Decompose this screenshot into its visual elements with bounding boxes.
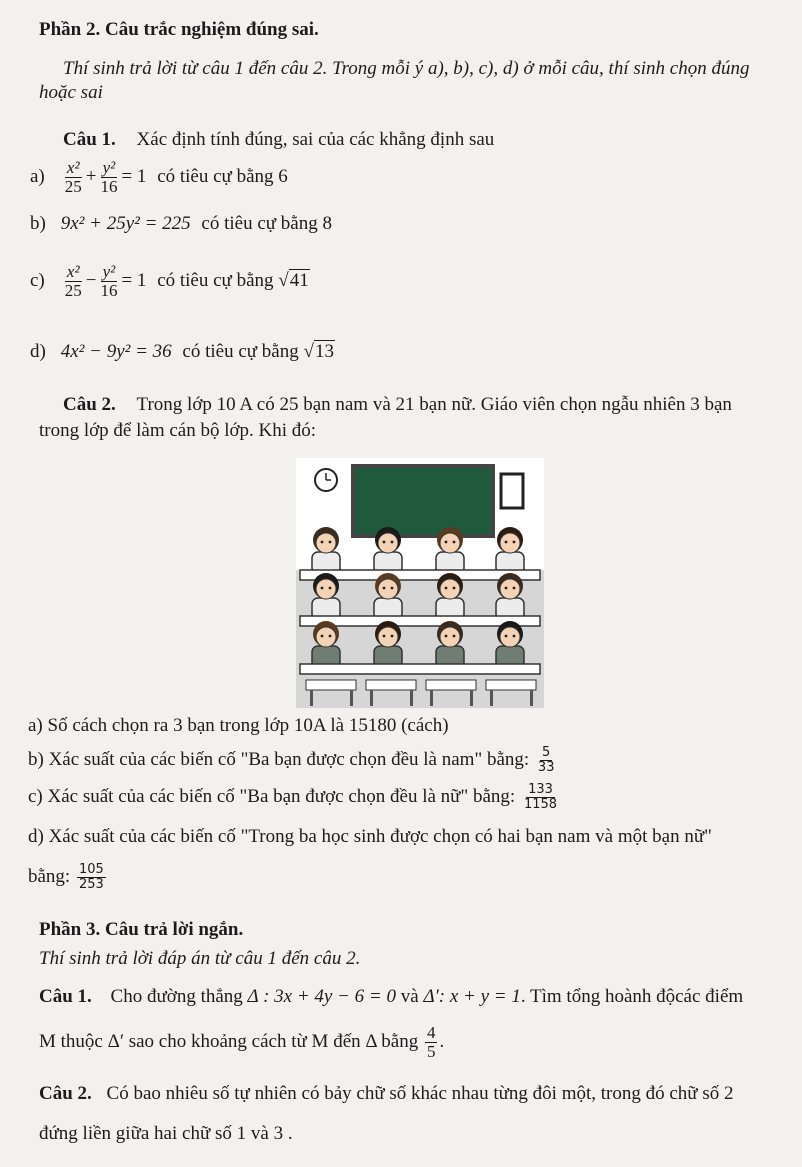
- p3q1-text-cont: . Tìm tổng hoành độcác điểm: [520, 986, 744, 1007]
- desk-leg: [410, 690, 413, 706]
- frac-numerator: y²: [102, 262, 116, 282]
- q2-option-c: [28, 783, 561, 812]
- front-desk: [366, 680, 416, 690]
- frac-numerator: 133: [528, 782, 553, 797]
- frac-numerator: x²: [66, 158, 80, 178]
- option-text: bằng:: [28, 865, 71, 887]
- desk-leg: [370, 690, 373, 706]
- frac-numerator: 105: [78, 862, 104, 877]
- q2-text: Trong lớp 10 A có 25 bạn nam và 21 bạn nữ. Giáo viên chọn ngẫu nhiên 3 bạn: [136, 394, 732, 415]
- conjunction: và: [400, 986, 419, 1007]
- option-text: c) Xác suất của các biến cố "Ba bạn được chọn đều là nữ" bằng:: [28, 785, 516, 807]
- part2-title: Phần 2. Câu trắc nghiệm đúng sai.: [39, 19, 319, 40]
- p3q2-line1: [39, 1082, 733, 1106]
- desk-leg: [310, 690, 313, 706]
- q1-option-d: d) 4x² − 9y² = 36 có tiêu cự bằng √13: [30, 341, 334, 362]
- option-text: có tiêu cự bằng 6: [157, 166, 288, 187]
- part2-instruction-cont: hoặc sai: [39, 82, 103, 103]
- p3q2-text: Có bao nhiêu số tự nhiên có bảy chữ số khác nhau từng đôi một, trong đó chữ số 2: [106, 1083, 734, 1104]
- period: .: [439, 1030, 445, 1052]
- p3q1-text-c: M thuộc Δ′ sao cho khoảng cách từ M đến Δ bằng: [39, 1030, 419, 1052]
- front-desk: [486, 680, 536, 690]
- option-text: có tiêu cự bằng: [157, 270, 274, 291]
- option-text: b) Xác suất của các biến cố "Ba bạn được chọn đều là nam" bằng:: [28, 748, 530, 770]
- desk-leg: [490, 690, 493, 706]
- option-label: b): [30, 213, 46, 234]
- p3q1-label: Câu 1.: [39, 986, 92, 1007]
- frac-denominator: 25: [64, 177, 82, 197]
- p3q2-label: Câu 2.: [39, 1083, 92, 1104]
- equation: 4x² − 9y² = 36: [60, 341, 172, 362]
- frac-denominator: 1158: [523, 797, 558, 812]
- front-desk: [306, 680, 356, 690]
- q1-option-a: a) $\frac{\text{x²}}{25}$ + $\frac{\text{y²}}{16}$ = 1 có tiêu cự bằng 6: [30, 158, 288, 197]
- frac-denominator: 253: [78, 877, 104, 892]
- frac-denominator: 16: [100, 177, 118, 197]
- desk-row: [300, 664, 540, 674]
- part3-title: Phần 3. Câu trả lời ngắn.: [39, 919, 244, 940]
- option-label: d): [30, 341, 46, 362]
- line-delta: Δ : 3x + 4y − 6 = 0: [247, 986, 396, 1007]
- q2-option-d-cont: [28, 863, 108, 892]
- q1-label: Câu 1.: [63, 129, 116, 150]
- q1-option-c: c) $\frac{\text{x²}}{25}$ − $\frac{\text{y²}}{16}$ = 1 có tiêu cự bằng √41: [30, 262, 309, 301]
- q2-label: Câu 2.: [63, 394, 116, 415]
- part2-instruction: Thí sinh trả lời từ câu 1 đến câu 2. Trong mỗi ý a), b), c), d) ở mỗi câu, thí sinh chọn đúng: [63, 58, 750, 79]
- option-text: có tiêu cự bằng: [182, 341, 299, 362]
- desk-leg: [470, 690, 473, 706]
- option-label: a): [30, 166, 45, 187]
- frac-denominator: 5: [426, 1042, 436, 1061]
- equals-one: = 1: [121, 270, 147, 291]
- p3q1-line1: [39, 985, 743, 1009]
- equals-one: = 1: [121, 166, 147, 187]
- front-desk: [426, 680, 476, 690]
- p3q2-line2: đứng liền giữa hai chữ số 1 và 3 .: [39, 1123, 293, 1144]
- frac-denominator: 16: [100, 281, 118, 301]
- option-text: có tiêu cự bằng 8: [201, 213, 332, 234]
- option-label: c): [30, 270, 45, 291]
- desk-leg: [430, 690, 433, 706]
- desk-leg: [350, 690, 353, 706]
- desk-leg: [530, 690, 533, 706]
- classroom-illustration: [296, 458, 544, 708]
- frac-numerator: x²: [66, 262, 80, 282]
- p3q1-line2: [39, 1024, 444, 1061]
- part3-instruction: Thí sinh trả lời đáp án từ câu 1 đến câu 2.: [39, 948, 361, 969]
- blackboard: [353, 466, 493, 536]
- q1-heading: [63, 128, 494, 152]
- sqrt-value: 13: [314, 341, 334, 362]
- sqrt-value: 41: [289, 270, 309, 291]
- q2-text-cont: trong lớp để làm cán bộ lớp. Khi đó:: [39, 420, 317, 441]
- wall-frame: [501, 474, 523, 508]
- p3q1-text: Cho đường thẳng: [110, 986, 243, 1007]
- q2-option-a: a) Số cách chọn ra 3 bạn trong lớp 10A là 15180 (cách): [28, 715, 449, 736]
- q2-heading: [63, 393, 732, 417]
- frac-numerator: y²: [102, 158, 116, 178]
- line-delta-prime: Δ′: x + y = 1: [423, 986, 521, 1007]
- q2-option-d: d) Xác suất của các biến cố "Trong ba học sinh được chọn có hai bạn nam và một bạn nữ": [28, 826, 712, 847]
- equation: 9x² + 25y² = 225: [60, 213, 191, 234]
- frac-numerator: 5: [542, 745, 551, 760]
- frac-numerator: 4: [426, 1023, 436, 1042]
- q1-text: Xác định tính đúng, sai của các khẳng định sau: [136, 129, 495, 150]
- q2-option-b: [28, 746, 558, 775]
- frac-denominator: 33: [537, 760, 555, 775]
- frac-denominator: 25: [64, 281, 82, 301]
- q1-option-b: [30, 212, 332, 236]
